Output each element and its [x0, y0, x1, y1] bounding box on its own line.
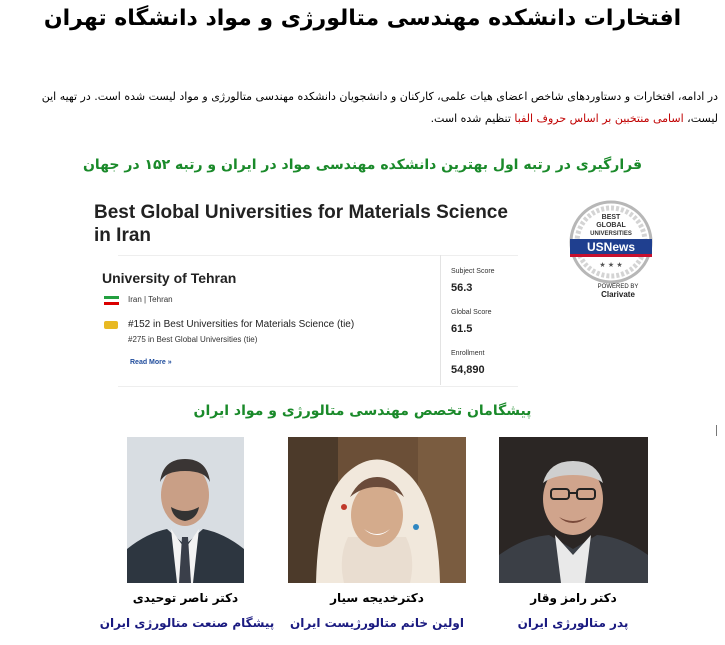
person-name-2: دکترخدیجه سیار: [330, 591, 424, 605]
ranking-heading: قرارگیری در رتبه اول بهترین دانشکده مهندسی مواد در ایران و رتبه ۱۵۲ در جهان: [82, 157, 642, 173]
medal-icon: [104, 320, 118, 330]
powered-by-label: POWERED BY: [597, 284, 639, 290]
page-title: افتخارات دانشکده مهندسی متالورژی و مواد دانشگاه تهران: [43, 6, 682, 31]
badge-brand: USNews: [586, 240, 636, 254]
person-name-1: دکتر ناصر توحیدی: [132, 591, 239, 605]
powered-brand: Clarivate: [601, 290, 635, 299]
badge-line-1: BEST: [601, 214, 621, 221]
badge-line-2: GLOBAL: [596, 222, 626, 229]
stat-value-subject: 56.3: [451, 282, 473, 294]
subject-rank: #152 in Best Universities for Materials Science (tie): [128, 319, 355, 330]
stat-value-global: 61.5: [451, 323, 473, 335]
iran-flag-icon: [104, 296, 119, 305]
photo-khadijeh-sayar: [288, 437, 466, 583]
university-name: University of Tehran: [102, 270, 237, 286]
global-rank: #275 in Best Global Universities (tie): [128, 335, 258, 344]
stat-label-global: Global Score: [451, 309, 492, 316]
svg-text:★ ★ ★: ★ ★ ★: [599, 261, 623, 269]
stat-label-subject: Subject Score: [451, 268, 495, 275]
stat-label-enrollment: Enrollment: [451, 350, 485, 357]
university-location: Iran | Tehran: [128, 295, 173, 304]
pioneers-heading: پیشگامان تخصص مهندسی متالورژی و مواد ایران: [193, 403, 532, 419]
intro-highlight: اسامی منتخبین بر اساس حروف الفبا: [514, 112, 684, 125]
usnews-ranking-card: [88, 195, 668, 390]
person-caption-3: پدر متالورژی ایران: [517, 616, 629, 630]
read-more-link[interactable]: Read More »: [130, 359, 172, 366]
intro-text-2: تنظیم شده است.: [430, 112, 515, 125]
person-name-3: دکتر رامز وقار: [530, 591, 617, 605]
badge-line-3: UNIVERSITIES: [590, 231, 632, 237]
intro-text-1: در ادامه، افتخارات و دستاوردهای شاخص اعضای هیات علمی، کارکنان و دانشجویان دانشکده مهندسی متالورژی و مواد لیست شده است. در تهیه این لیست،: [41, 90, 718, 125]
photo-naser-tohidi: [127, 437, 244, 583]
text-cursor: [716, 425, 717, 436]
powered-by: [588, 283, 648, 299]
stat-value-enrollment: 54,890: [451, 364, 485, 376]
card-title: Best Global Universities for Materials Science in Iran: [94, 202, 508, 246]
stats-panel: [440, 255, 541, 385]
photo-ramez-vaghar: [499, 437, 648, 583]
person-caption-2: اولین خانم متالورژیست ایران: [290, 616, 464, 630]
person-caption-1: پیشگام صنعت متالورژی ایران: [99, 616, 275, 630]
intro-paragraph: [18, 86, 718, 130]
usnews-badge-icon: [566, 197, 656, 287]
